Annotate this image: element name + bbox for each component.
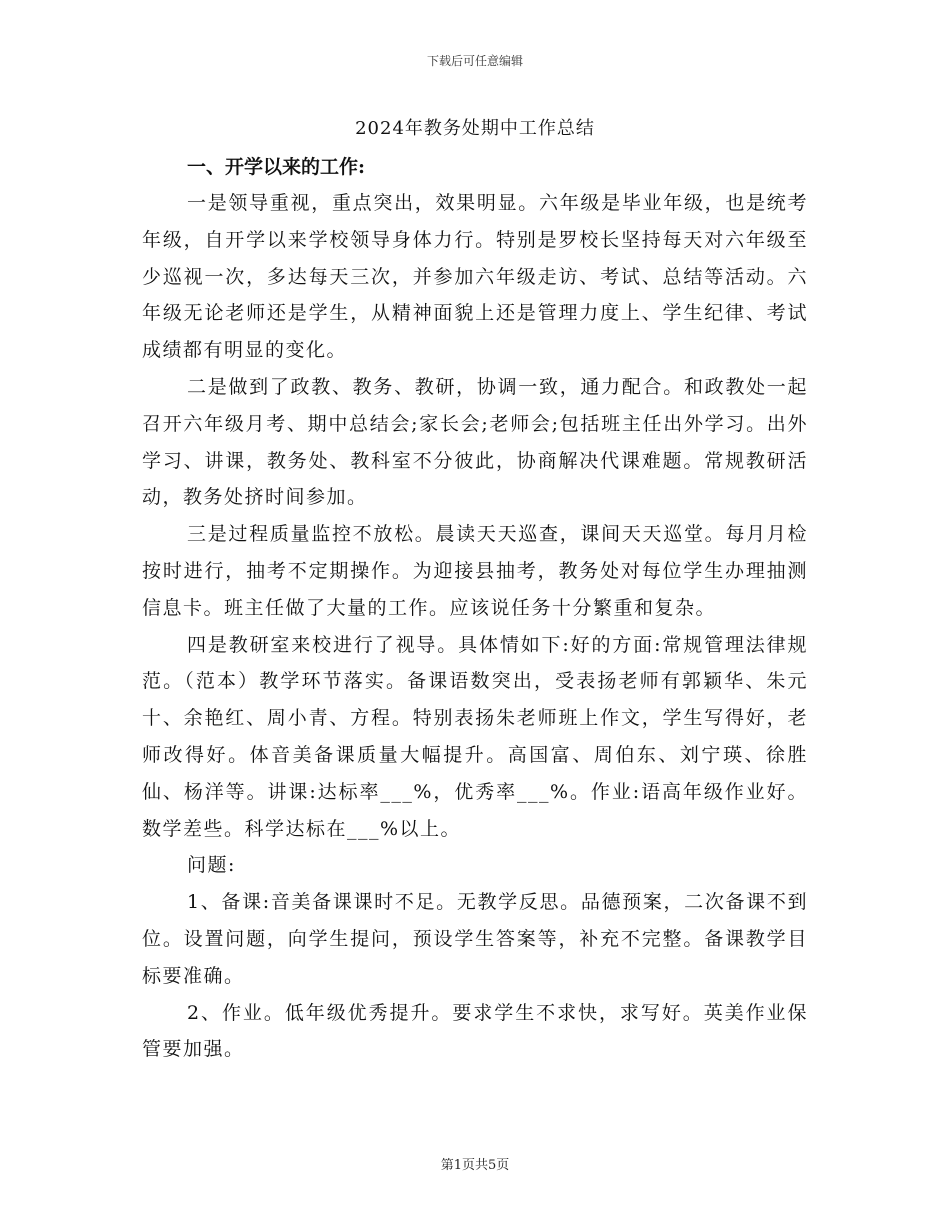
paragraph-problem-lesson-prep: 1、备课:音美备课课时不足。无教学反思。品德预案，二次备课不到位。设置问题，向学生提问，预设学生答案等，补充不完整。备课教学目标要准确。 [142,891,808,987]
paragraph-coordination: 二是做到了政教、教务、教研，协调一致，通力配合。和政教处一起召开六年级月考、期中总结会;家长会;老师会;包括班主任出外学习。出外学习、讲课，教务处、教科室不分彼此，协商解决代课难题。常规教研活动，教务处挤时间参加。 [142,375,808,509]
paragraph-quality-monitoring: 三是过程质量监控不放松。晨读天天巡查，课间天天巡堂。每月月检按时进行，抽考不定期操作。为迎接县抽考，教务处对每位学生办理抽测信息卡。班主任做了大量的工作。应该说任务十分繁重和复杂。 [142,523,808,619]
paragraph-problems-label: 问题: [187,854,236,877]
paragraph-inspection: 四是教研室来校进行了视导。具体情如下:好的方面:常规管理法律规范。（范本）教学环节落实。备课语数突出，受表扬老师有郭颖华、朱元十、余艳红、周小青、方程。特别表扬朱老师班上作文，学生写得好，老师改得好。体音美备课质量大幅提升。高国富、周伯东、刘宁瑛、徐胜仙、杨洋等。讲课:达标率___%，优秀率___%。作业:语高年级作业好。数学差些。科学达标在___%以上。 [142,633,808,840]
document-body [142,149,808,1068]
paragraph-problem-homework: 2、作业。低年级优秀提升。要求学生不求快，求写好。英美作业保管要加强。 [142,1001,808,1061]
page-footer: 第1页共5页 [440,1158,510,1173]
page-header: 下载后可任意编辑 [426,54,523,68]
paragraph-leadership: 一是领导重视，重点突出，效果明显。六年级是毕业年级，也是统考年级，自开学以来学校领导身体力行。特别是罗校长坚持每天对六年级至少巡视一次，多达每天三次，并参加六年级走访、考试、总结等活动。六年级无论老师还是学生，从精神面貌上还是管理力度上、学生纪律、考试成绩都有明显的变化。 [142,192,808,362]
section-heading: 一、开学以来的工作: [187,156,366,178]
document-title: 2024年教务处期中工作总结 [355,118,595,139]
